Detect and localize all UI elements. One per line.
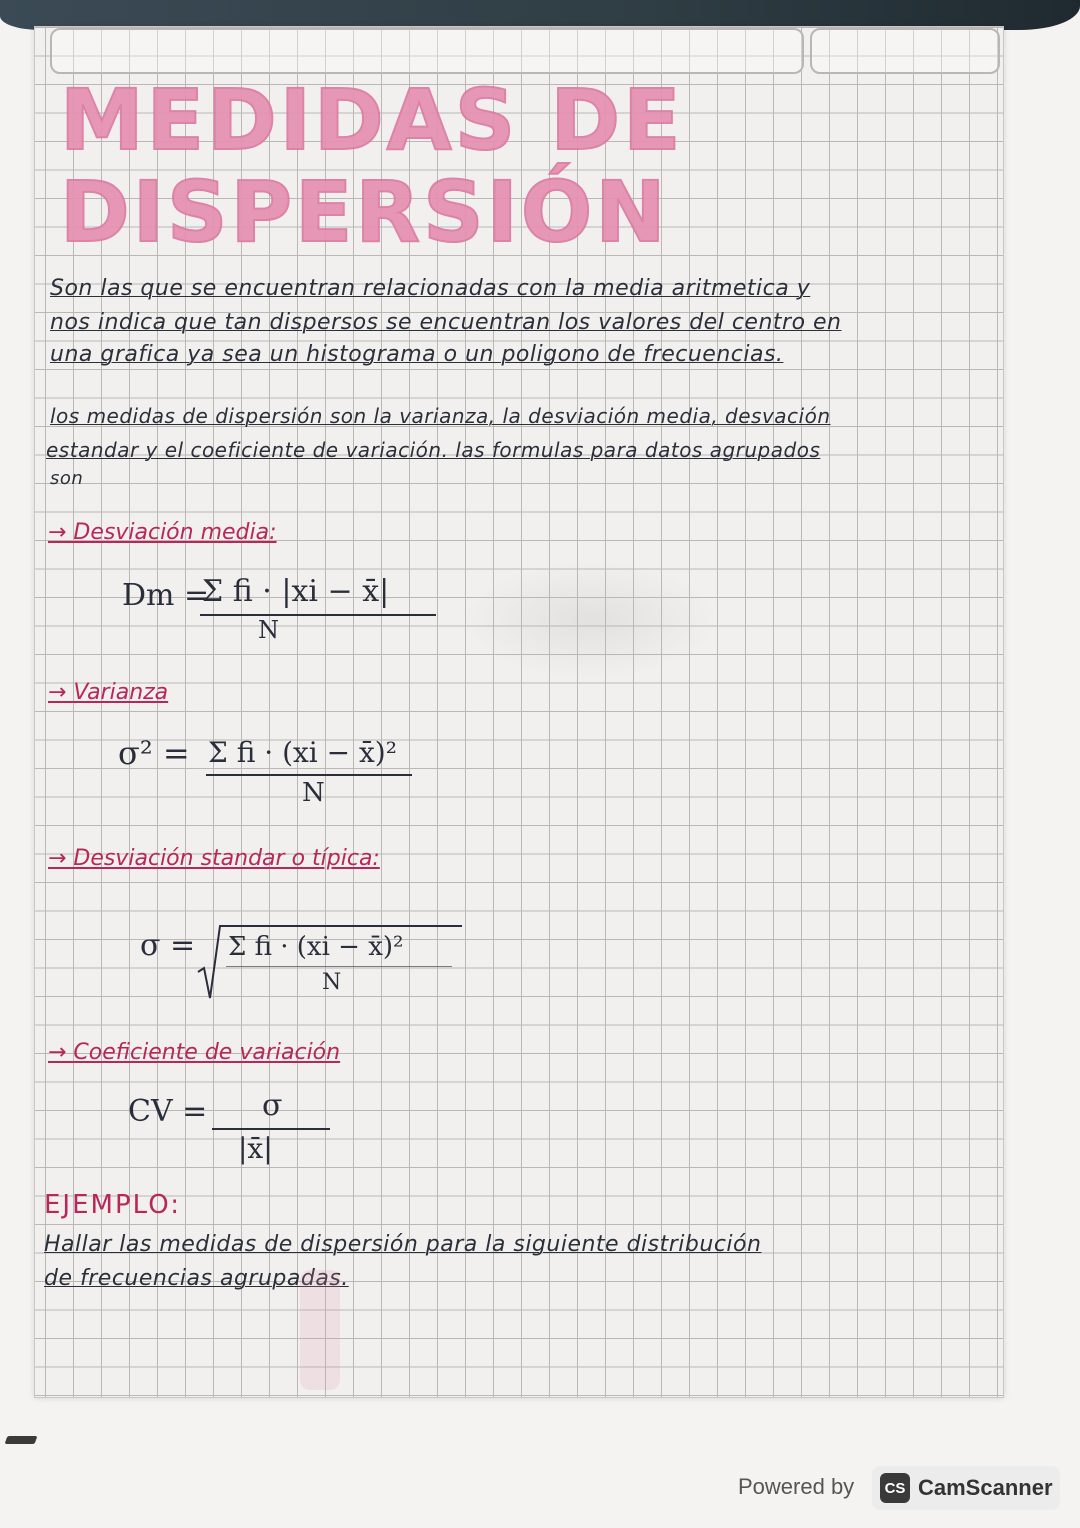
fraction-bar: [226, 966, 452, 967]
page-title: [60, 71, 760, 261]
ejemplo-label: EJEMPLO:: [44, 1190, 181, 1220]
heading-varianza: → Varianza: [48, 680, 169, 705]
fraction-bar: [206, 774, 412, 776]
intro-line-1: Son las que se encuentran relacionadas con la media aritmetica y: [50, 276, 811, 301]
para2-line-3: son: [50, 468, 84, 489]
formula-cv-numerator: σ: [262, 1088, 283, 1123]
formula-dm-lhs: Dm =: [122, 578, 210, 613]
title-line-2: DISPERSIÓN: [60, 163, 669, 261]
para2-line-2: estandar y el coeficiente de variación. las formulas para datos agrupados: [46, 438, 821, 462]
formula-cv-fraction: [212, 1088, 332, 1168]
para2-line-1: los medidas de dispersión son la varianza, la desviación media, desvación: [50, 404, 831, 428]
formula-dm-denominator: N: [258, 616, 279, 644]
ejemplo-line-2: de frecuencias agrupadas.: [44, 1266, 349, 1291]
fraction-bar: [212, 1128, 330, 1130]
formula-var-denominator: N: [302, 778, 325, 808]
intro-line-2: nos indica que tan dispersos se encuentran los valores del centro en: [50, 310, 842, 335]
intro-line-3: una grafica ya sea un histograma o un poligono de frecuencias.: [50, 342, 784, 367]
formula-std-lhs: σ =: [140, 928, 196, 963]
formula-var-fraction: [206, 736, 416, 810]
camscanner-logo-icon: CS: [880, 1473, 910, 1503]
formula-var-numerator: Σ fi · (xi − x̄)²: [208, 736, 397, 769]
title-line-1: MEDIDAS DE: [60, 71, 684, 169]
ejemplo-line-1: Hallar las medidas de dispersión para la siguiente distribución: [44, 1232, 762, 1257]
heading-desviacion-media: → Desviación media:: [48, 520, 277, 545]
page-header-box: [50, 28, 804, 74]
heading-coeficiente-variacion: → Coeficiente de variación: [48, 1040, 341, 1065]
heading-desviacion-standar: → Desviación standar o típica:: [48, 846, 380, 871]
formula-std-fraction: [226, 932, 456, 1002]
formula-cv-lhs: CV =: [128, 1094, 208, 1129]
paper-shadow: [460, 560, 720, 680]
fraction-bar: [200, 614, 436, 616]
formula-dm-fraction: [200, 574, 440, 644]
formula-dm-numerator: Σ fi · |xi − x̄|: [202, 574, 390, 609]
powered-by-text: Powered by: [738, 1474, 855, 1499]
camscanner-brand: CamScanner: [918, 1475, 1053, 1500]
pink-ink-smudge: [300, 1270, 340, 1390]
formula-std-numerator: Σ fi · (xi − x̄)²: [228, 932, 404, 962]
formula-cv-denominator: |x̄|: [238, 1132, 273, 1165]
formula-var-lhs: σ² =: [118, 734, 190, 772]
page-corner-mark: [5, 1436, 38, 1444]
page-date-box: [810, 28, 1000, 74]
formula-std-denominator: N: [322, 970, 342, 995]
